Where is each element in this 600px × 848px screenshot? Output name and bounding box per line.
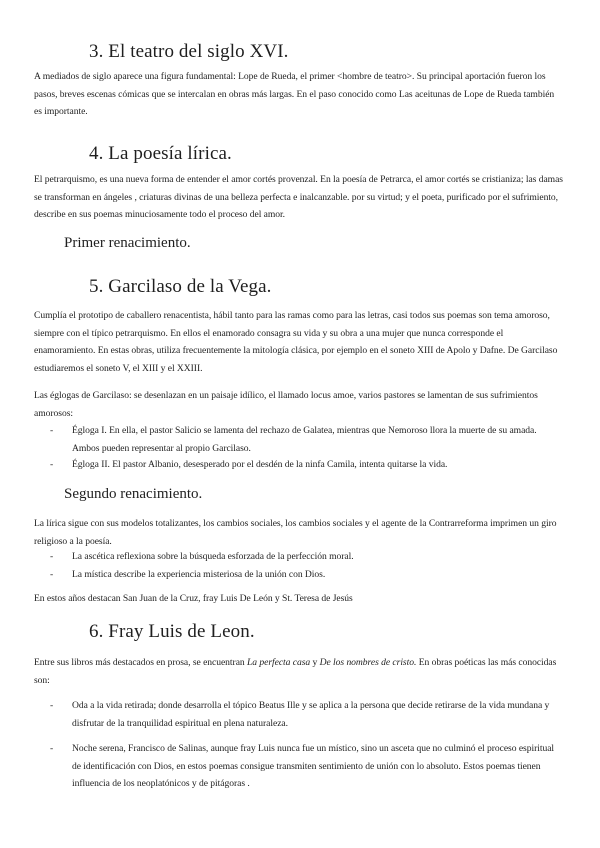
list-item-text: Égloga I. En ella, el pastor Salicio se lamenta del rechazo de Galatea, mientras que Nemoroso llora la muerte de su amada. Ambos pueden representar al propio Garcilaso. xyxy=(72,425,537,454)
text-run: En obras poéticas las más conocidas son: xyxy=(34,657,557,686)
text-run: Entre sus libros más destacados en prosa, se encuentran xyxy=(34,657,247,668)
list-item-text: La mística describe la experiencia misteriosa de la unión con Dios. xyxy=(72,569,326,580)
paragraph-teatro: A mediados de siglo aparece una figura fundamental: Lope de Rueda, el primer <hombre de teatro>. Su principal aportación fueron los pasos, breves escenas cómicas que se intercalan en obras más largas. En el paso conocido como Las aceitunas de Lope de Rueda también es importante. xyxy=(34,71,555,118)
list-item-text: Noche serena, Francisco de Salinas, aunque fray Luis nunca fue un místico, sino un asceta que no culminó el proceso espiritual de identificación con Dios, en estos poemas consigue transmiten sentimiento de unión con lo absoluto. Estos poemas tienen influencia de los neoplatónicos y de pitágoras . xyxy=(72,743,555,790)
book-title: La perfecta casa xyxy=(247,657,311,668)
paragraph-autores: En estos años destacan San Juan de la Cruz, fray Luis De León y St. Teresa de Jesús xyxy=(34,593,353,604)
bullet-dash: - xyxy=(50,700,54,711)
list-item-ascetica xyxy=(50,548,564,566)
bullet-dash: - xyxy=(50,459,54,470)
heading-garcilaso: 5. Garcilaso de la Vega. xyxy=(89,276,272,297)
heading-segundo-renacimiento: Segundo renacimiento. xyxy=(64,486,203,502)
list-item-text: La ascética reflexiona sobre la búsqueda esforzada de la perfección moral. xyxy=(72,551,354,562)
paragraph-segundo: La lírica sigue con sus modelos totalizantes, los cambios sociales, los cambios sociales y el agente de la Contrarreforma imprimen un giro religioso a la poesía. xyxy=(34,518,557,547)
bullet-dash: - xyxy=(50,551,54,562)
list-item-egloga-2 xyxy=(50,456,564,474)
list-item-egloga-1 xyxy=(50,422,564,457)
paragraph-garcilaso: Cumplía el prototipo de caballero renacentista, hábil tanto para las ramas como para las letras, casi todos sus poemas son tema amoroso, siempre con el típico petrarquismo. En ellos el enamorado consagra su vida y su obra a una mujer que nunca corresponde el enamoramiento. En estas obras, utiliza frecuentemente la mitología clásica, por ejemplo en el soneto XIII de Apolo y Dafne. De Garcilaso estudiaremos el soneto V, el XIII y el XXIII. xyxy=(34,310,558,374)
list-item-oda xyxy=(50,697,564,732)
paragraph-eglogas: Las églogas de Garcilaso: se desenlazan en un paisaje idílico, el llamado locus amoe, varios pastores se lamentan de sus sufrimientos amorosos: xyxy=(34,390,538,419)
heading-primer-renacimiento: Primer renacimiento. xyxy=(64,235,191,251)
heading-poesia-lirica: 4. La poesía lírica. xyxy=(89,143,232,164)
list-item-text: Égloga II. El pastor Albanio, desesperado por el desdén de la ninfa Camila, intenta quitarse la vida. xyxy=(72,459,448,470)
bullet-dash: - xyxy=(50,425,54,436)
book-title: De los nombres de cristo. xyxy=(319,657,417,668)
list-item-noche-serena xyxy=(50,740,564,793)
bullet-dash: - xyxy=(50,743,54,754)
bullet-dash: - xyxy=(50,569,54,580)
heading-teatro-siglo-xvi: 3. El teatro del siglo XVI. xyxy=(89,41,289,62)
heading-fray-luis: 6. Fray Luis de Leon. xyxy=(89,621,255,642)
text-run: y xyxy=(310,657,320,668)
paragraph-fray-luis xyxy=(34,654,564,689)
list-item-text: Oda a la vida retirada; donde desarrolla el tópico Beatus Ille y se aplica a la persona que decide retirarse de la vida mundana y disfrutar de la tranquilidad espiritual en plena naturaleza. xyxy=(72,700,550,729)
paragraph-petrarquismo: El petrarquismo, es una nueva forma de entender el amor cortés provenzal. En la poesía de Petrarca, el amor cortés se cristianiza; las damas se transforman en ángeles , criaturas divinas de una belleza perfecta e inalcanzable. por su virtud; y el poeta, purificado por el sufrimiento, describe en sus poemas minuciosamente todo el proceso del amor. xyxy=(34,174,563,221)
list-item-mistica xyxy=(50,566,564,584)
